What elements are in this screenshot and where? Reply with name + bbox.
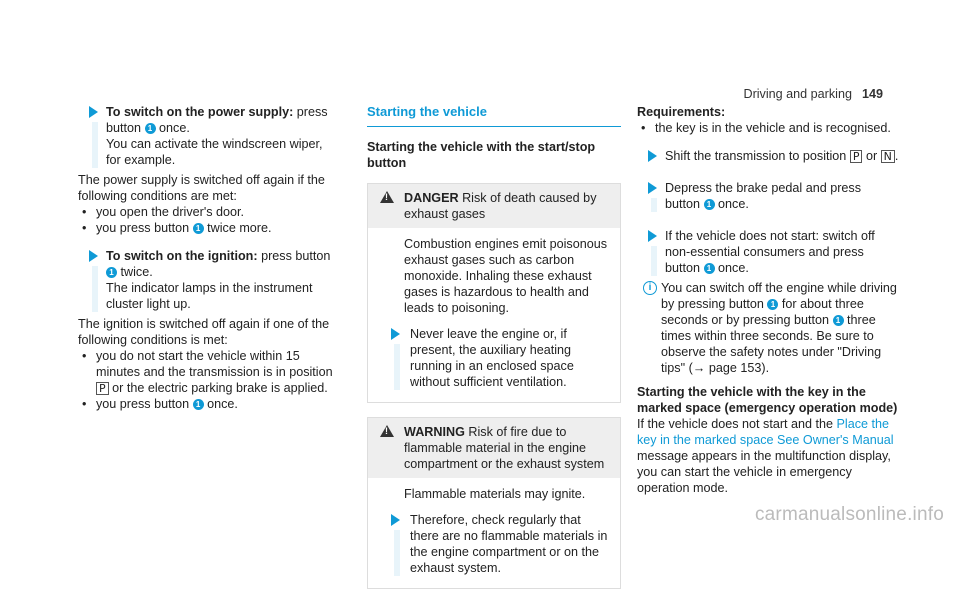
step-brake (637, 180, 899, 212)
text: or (862, 149, 881, 163)
text: If the vehicle does not start and the (637, 417, 837, 431)
button-1-icon: 1 (106, 267, 117, 278)
warning-label: WARNING (404, 425, 465, 439)
danger-header (368, 184, 620, 228)
text: If the vehicle does not start: switch off non-essential consumers and press button (665, 229, 875, 275)
step-arrow-icon (89, 250, 98, 262)
text: press button (106, 105, 328, 135)
list-item (78, 348, 340, 396)
button-1-icon: 1 (193, 399, 204, 410)
column-1 (78, 104, 340, 412)
column-3 (637, 104, 899, 496)
step-not-start (637, 228, 899, 276)
warning-text: Flammable materials may ignite. (404, 487, 586, 501)
danger-heading: Risk of death caused by exhaust gases (404, 191, 597, 221)
warning-step (380, 512, 610, 576)
step-arrow-icon (391, 328, 400, 340)
header-section: Driving and parking (743, 87, 852, 101)
step-text: Never leave the engine or, if present, the auxiliary heating running in an enclosed space without sufficient ventilation. (410, 327, 574, 389)
danger-text: Combustion engines emit poisonous exhaust gases such as carbon monoxide. Inhaling these exhaust gases is hazardous to health and leads to poisoning. (404, 237, 608, 315)
bullet-list (637, 120, 899, 136)
list-item (78, 220, 340, 236)
text: Shift the transmission to position (665, 149, 850, 163)
list-item: • the key is in the vehicle and is recognised. (637, 120, 899, 136)
step-bar (394, 344, 400, 390)
text: once. (203, 397, 238, 411)
text: once. (714, 197, 749, 211)
danger-label: DANGER (404, 191, 459, 205)
warning-box (367, 417, 621, 589)
danger-body (368, 228, 620, 402)
step-arrow-icon (391, 514, 400, 526)
button-1-icon: 1 (767, 299, 778, 310)
button-1-icon: 1 (704, 199, 715, 210)
warning-triangle-icon (380, 191, 394, 203)
paragraph: The power supply is switched off again if the following conditions are met: (78, 173, 325, 203)
page-header (743, 86, 883, 102)
neutral-position-icon: N (881, 150, 895, 163)
step-text: The indicator lamps in the instrument cluster light up. (106, 281, 313, 311)
step-bar (92, 266, 98, 312)
step-bar (92, 122, 98, 168)
text: for about three seconds or by pressing button (661, 297, 864, 327)
text: Depress the brake pedal and press button (665, 181, 862, 211)
subsection-title: Starting the vehicle with the start/stop button (367, 140, 596, 170)
step-arrow-icon (648, 230, 657, 242)
text: twice more. (203, 221, 272, 235)
text: three times within three seconds. Be sure to observe the safety notes under "Driving tips" (→ page 153). (661, 313, 882, 375)
subsection-title: Starting the vehicle with the key in the marked space (emergency operation mode) (637, 385, 898, 415)
step-bar (651, 246, 657, 276)
danger-box (367, 183, 621, 403)
text: message appears in the multifunction display, you can start the vehicle in emergency operation mode. (637, 449, 891, 495)
button-1-icon: 1 (833, 315, 844, 326)
step-bar (394, 530, 400, 576)
text: you press button (96, 221, 193, 235)
step-ignition (78, 248, 340, 312)
text: You can switch off the engine while driving by pressing button (661, 281, 897, 311)
text: . (894, 149, 899, 163)
step-shift (637, 148, 899, 164)
step-text: Therefore, check regularly that there are no flammable materials in the engine compartment or on the exhaust system. (410, 513, 608, 575)
watermark: carmanualsonline.info (754, 504, 944, 525)
text: press button (257, 249, 331, 263)
step-arrow-icon (89, 106, 98, 118)
step-bar (651, 198, 657, 212)
text: twice. (117, 265, 153, 279)
section-title: Starting the vehicle (367, 104, 621, 127)
warning-heading: Risk of fire due to flammable material in the engine compartment or the exhaust system (404, 425, 605, 471)
paragraph: The ignition is switched off again if one of the following conditions is met: (78, 317, 330, 347)
display-message-link[interactable]: Place the key in the marked space See Owner's Manual (637, 417, 894, 447)
step-power-supply (78, 104, 340, 168)
text: or the electric parking brake is applied. (108, 381, 328, 395)
text: once. (714, 261, 749, 275)
requirements-title: Requirements: (637, 105, 726, 119)
warning-body (368, 478, 620, 588)
button-1-icon: 1 (145, 123, 156, 134)
step-text: You can activate the windscreen wiper, for example. (106, 137, 323, 167)
list-item (78, 396, 340, 412)
danger-step (380, 326, 610, 390)
step-title: To switch on the ignition: (106, 249, 258, 263)
park-position-icon: P (96, 382, 109, 395)
park-position-icon: P (850, 150, 863, 163)
button-1-icon: 1 (704, 263, 715, 274)
warning-triangle-icon (380, 425, 394, 437)
column-2 (367, 104, 621, 603)
page-number: 149 (861, 87, 883, 101)
warning-header (368, 418, 620, 478)
bullet-list (78, 348, 340, 412)
info-icon: i (643, 281, 657, 295)
list-item: • you open the driver's door. (78, 204, 340, 220)
step-arrow-icon (648, 182, 657, 194)
button-1-icon: 1 (193, 223, 204, 234)
text: you do not start the vehicle within 15 minutes and the transmission is in position (96, 349, 333, 379)
step-title: To switch on the power supply: (106, 105, 294, 119)
step-arrow-icon (648, 150, 657, 162)
text: once. (155, 121, 190, 135)
info-note (637, 280, 899, 376)
paragraph (637, 416, 899, 496)
bullet-list (78, 204, 340, 236)
text: you press button (96, 397, 193, 411)
